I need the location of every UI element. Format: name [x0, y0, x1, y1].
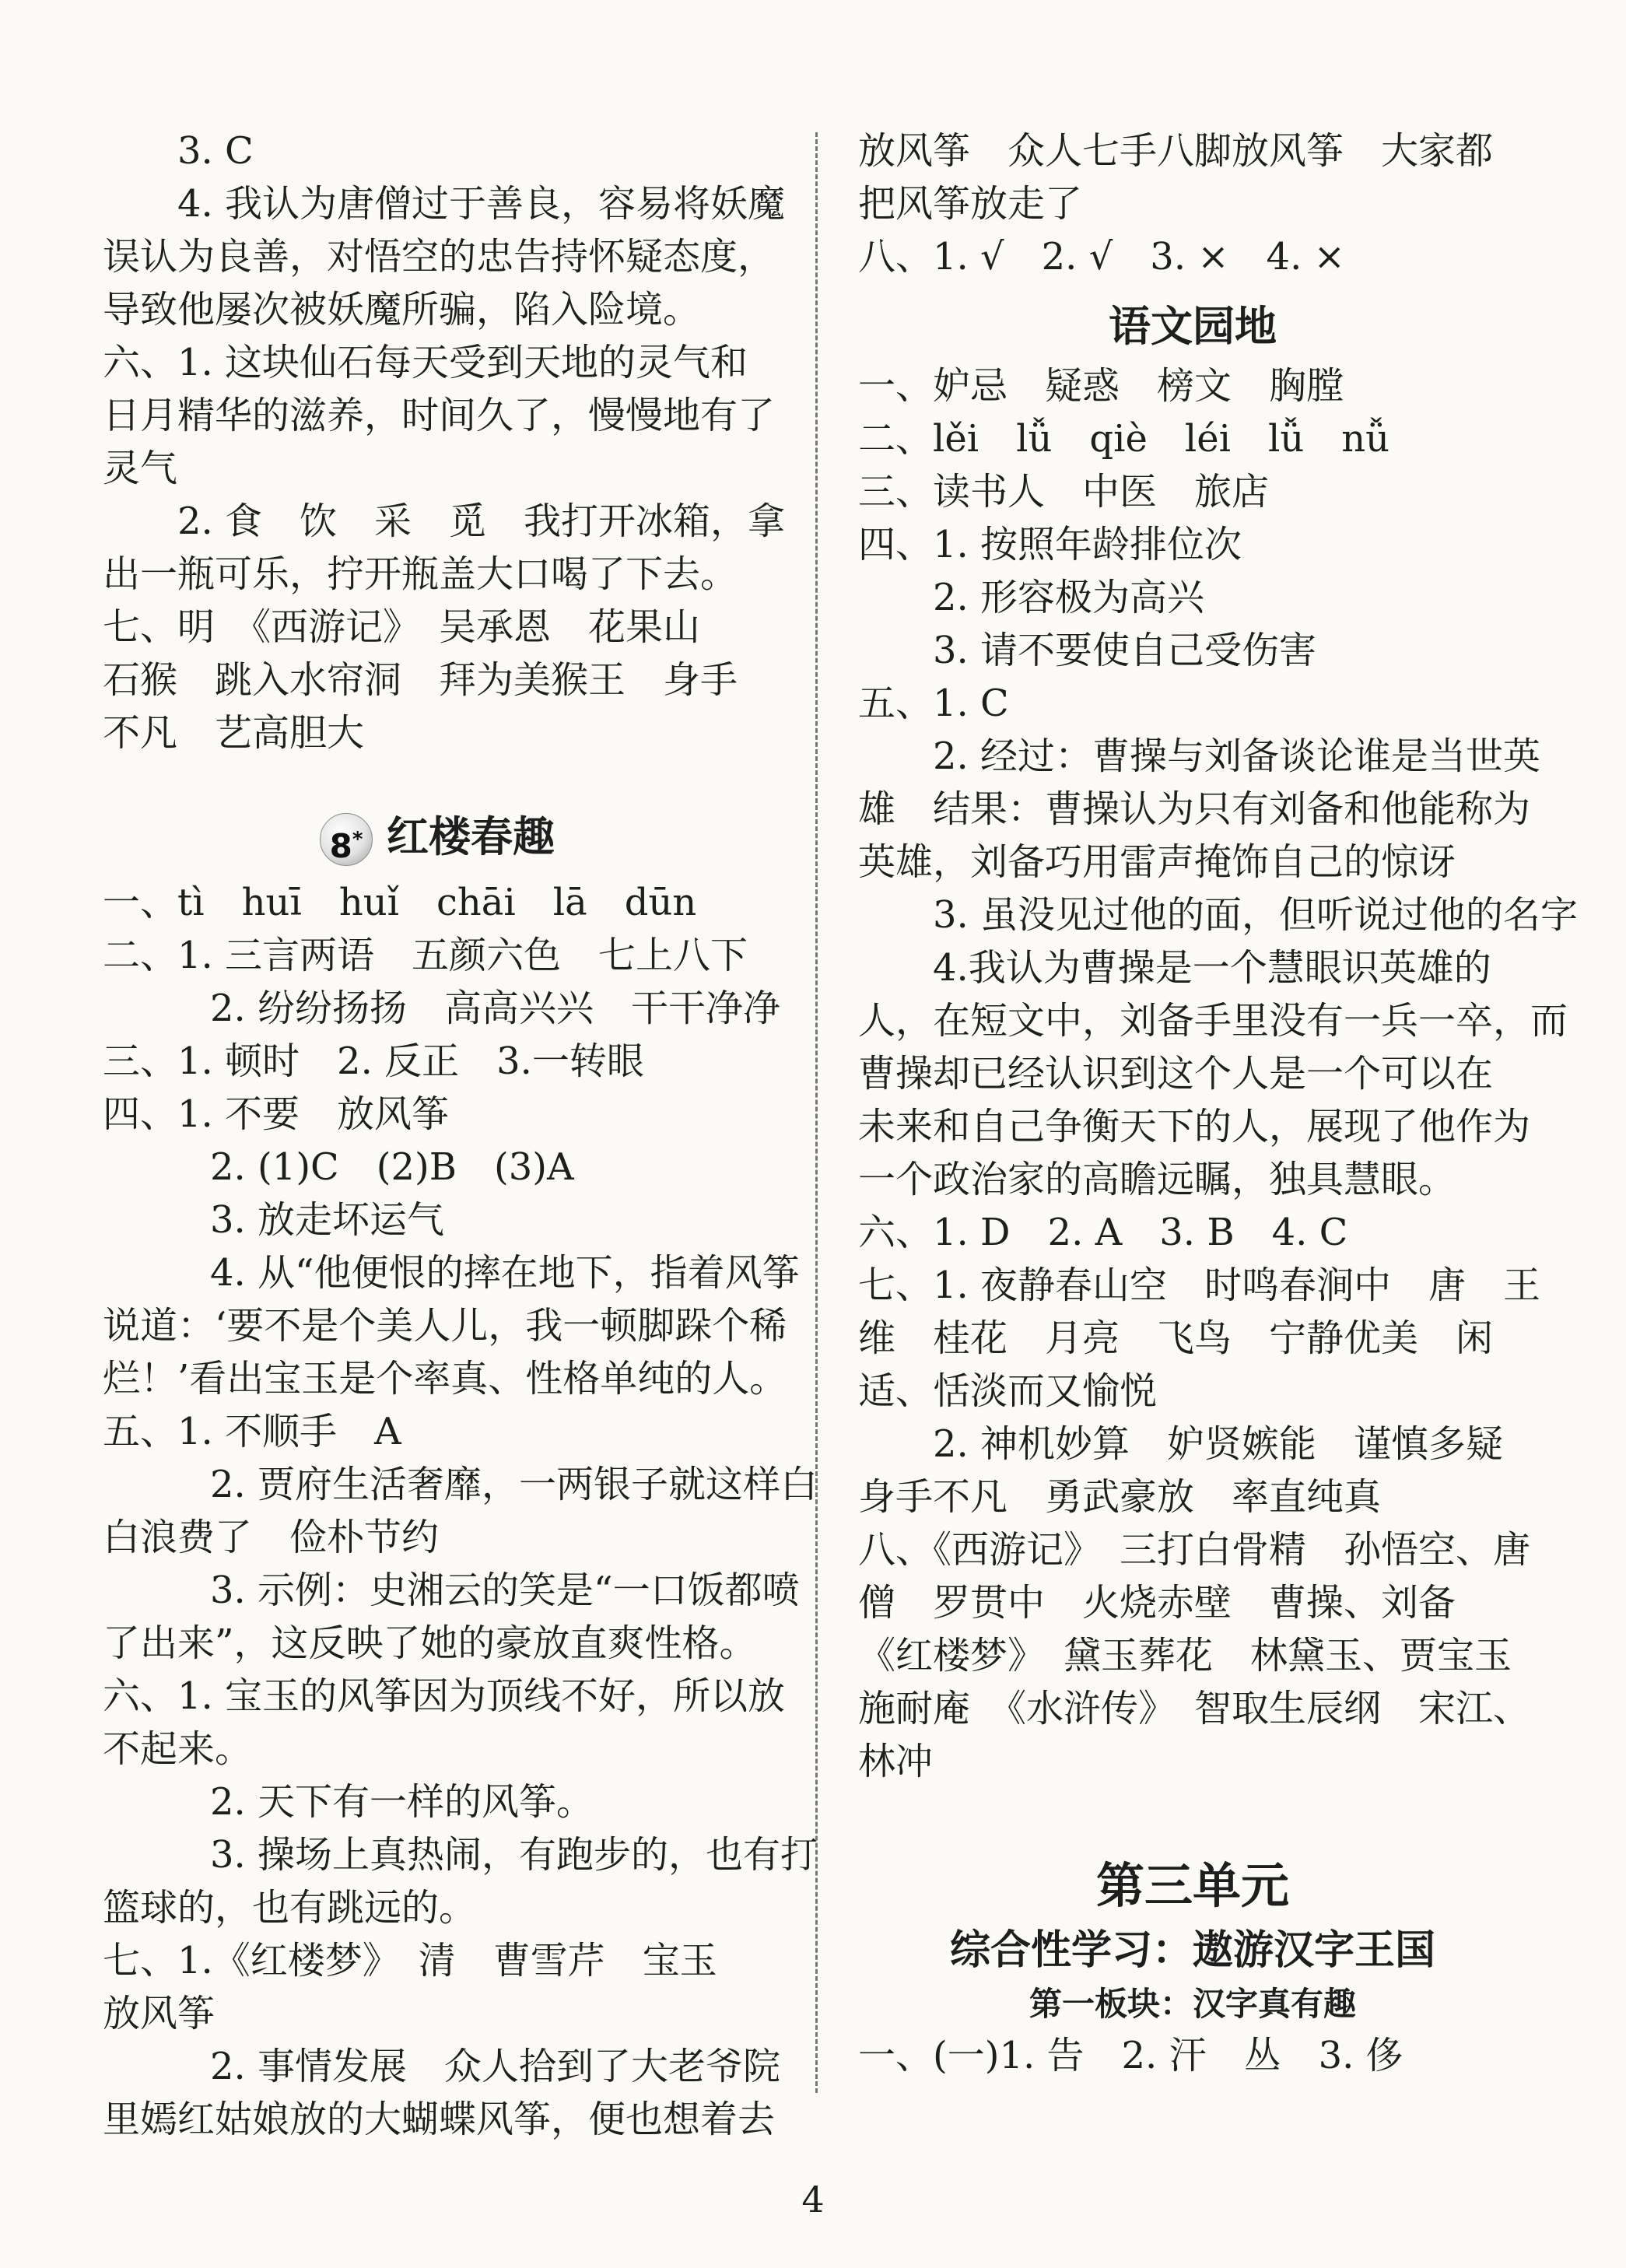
answer-line: 不起来。 [103, 1727, 253, 1771]
answer-line: 4.我认为曹操是一个慧眼识英雄的 [933, 946, 1491, 990]
answer-line: 2. (1)C (2)B (3)A [210, 1145, 574, 1189]
answer-line: 七、1.《红楼梦》 清 曹雪芹 宝玉 [103, 1939, 717, 1982]
lesson-number: 8 [329, 827, 352, 866]
answer-line: 2. 贾府生活奢靡，一两银子就这样白 [210, 1463, 818, 1506]
lesson-mark: * [352, 828, 363, 852]
answer-line: 白浪费了 俭朴节约 [103, 1516, 440, 1559]
answer-line: 适、恬淡而又愉悦 [858, 1369, 1158, 1413]
answer-line: 石猴 跳入水帘洞 拜为美猴王 身手 [103, 658, 738, 702]
answer-line: 身手不凡 勇武豪放 率直纯真 [858, 1475, 1382, 1519]
section-title: 语文园地 [1109, 302, 1277, 351]
answer-line: 林冲 [858, 1740, 934, 1783]
answer-line: 八、1. √ 2. √ 3. × 4. × [858, 235, 1345, 279]
answer-line: 把风筝放走了 [858, 182, 1083, 226]
answer-line: 里嫣红姑娘放的大蝴蝶风筝，便也想着去 [103, 2098, 776, 2141]
answer-line: 2. 天下有一样的风筝。 [210, 1780, 594, 1824]
right-column [858, 124, 1579, 2082]
answer-line: 了出来”，这反映了她的豪放直爽性格。 [103, 1621, 757, 1665]
lesson-heading [103, 798, 772, 876]
answer-line: 2. 形容极为高兴 [933, 576, 1205, 619]
topic-title: 综合性学习：遨游汉字王国 [949, 1927, 1435, 1974]
answer-line: 2. 纷纷扬扬 高高兴兴 干干净净 [210, 987, 781, 1030]
answer-line: 僧 罗贯中 火烧赤壁 曹操、刘备 [858, 1581, 1456, 1625]
answer-line: 4. 我认为唐僧过于善良，容易将妖魔 [177, 182, 786, 226]
answer-line: 三、读书人 中医 旅店 [858, 470, 1270, 514]
answer-line: 七、明 《西游记》 吴承恩 花果山 [103, 605, 701, 649]
answer-line: 一、tì huī huǐ chāi lā dūn [103, 881, 697, 924]
answer-line: 灵气 [103, 447, 178, 490]
answer-line: 五、1. C [858, 682, 1009, 725]
answer-line: 维 桂花 月亮 飞鸟 宁静优美 闲 [858, 1316, 1494, 1360]
answer-line: 说道：‘要不是个美人儿，我一顿脚跺个稀 [103, 1304, 787, 1348]
answer-line: 一、妒忌 疑惑 榜文 胸膛 [858, 364, 1344, 408]
answer-line: 六、1. 这块仙石每天受到天地的灵气和 [103, 341, 748, 384]
answer-line: 四、1. 按照年龄排位次 [858, 523, 1242, 566]
answer-line: 日月精华的滋养，时间久了，慢慢地有了 [103, 394, 776, 437]
answer-line: 七、1. 夜静春山空 时鸣春涧中 唐 王 [858, 1264, 1541, 1307]
answer-line: 4. 从“他便恨的摔在地下，指着风筝 [210, 1251, 800, 1295]
answer-line: 烂！’看出宝玉是个率真、性格单纯的人。 [103, 1357, 787, 1400]
answer-line: 导致他屡次被妖魔所骗，陷入险境。 [103, 288, 701, 331]
answer-line: 2. 事情发展 众人拾到了大老爷院 [210, 2045, 781, 2088]
lesson-title: 红楼春趣 [387, 812, 555, 861]
answer-line: 3. 请不要使自己受伤害 [933, 629, 1317, 672]
answer-line: 出一瓶可乐，拧开瓶盖大口喝了下去。 [103, 552, 738, 596]
answer-line: 《红楼梦》 黛玉葬花 林黛玉、贾宝玉 [858, 1634, 1512, 1677]
answer-line: 一个政治家的高瞻远瞩，独具慧眼。 [858, 1158, 1456, 1201]
answer-line: 六、1. D 2. A 3. B 4. C [858, 1211, 1348, 1254]
answer-line: 八、《西游记》 三打白骨精 孙悟空、唐 [858, 1528, 1531, 1572]
spacer [858, 283, 1527, 294]
answer-line: 五、1. 不顺手 A [103, 1410, 401, 1453]
answer-line: 3. 示例：史湘云的笑是“一口饭都喷 [210, 1569, 800, 1612]
answer-line: 施耐庵 《水浒传》 智取生辰纲 宋江、 [858, 1687, 1531, 1730]
answer-line: 六、1. 宝玉的风筝因为顶线不好，所以放 [103, 1674, 786, 1718]
answer-line: 2. 神机妙算 妒贤嫉能 谨慎多疑 [933, 1422, 1504, 1466]
answer-line: 放风筝 [103, 1992, 216, 2035]
spacer [103, 759, 772, 798]
answer-line: 篮球的，也有跳远的。 [103, 1886, 477, 1930]
answer-line: 曹操却已经认识到这个人是一个可以在 [858, 1052, 1494, 1095]
answer-line: 放风筝 众人七手八脚放风筝 大家都 [858, 129, 1494, 173]
left-column [103, 124, 818, 2146]
answer-line: 3. 虽没见过他的面，但听说过他的名字 [933, 893, 1579, 937]
answer-line: 三、1. 顿时 2. 反正 3.一转眼 [103, 1039, 644, 1083]
answer-line: 二、lěi lǚ qiè léi lǚ nǚ [858, 417, 1390, 461]
answer-line: 3. 放走坏运气 [210, 1198, 445, 1242]
answer-line: 3. C [177, 129, 254, 173]
lesson-number-badge [320, 813, 373, 866]
answer-line: 不凡 艺高胆大 [103, 711, 365, 755]
answer-line: 未来和自己争衡天下的人，展现了他作为 [858, 1105, 1531, 1148]
spacer [858, 1788, 1527, 1850]
answer-line: 英雄，刘备巧用雷声掩饰自己的惊讶 [858, 840, 1456, 884]
column-divider [815, 132, 818, 2093]
answer-line: 四、1. 不要 放风筝 [103, 1092, 450, 1136]
answer-line: 误认为良善，对悟空的忠告持怀疑态度， [103, 235, 776, 279]
unit-title: 第三单元 [1095, 1857, 1289, 1914]
block-title: 第一板块：汉字真有趣 [1029, 1985, 1356, 2023]
answer-line: 3. 操场上真热闹，有跑步的，也有打 [210, 1833, 818, 1877]
answer-line: 人，在短文中，刘备手里没有一兵一卒，而 [858, 999, 1568, 1043]
answer-line: 雄 结果：曹操认为只有刘备和他能称为 [858, 787, 1531, 831]
page-number: 4 [801, 2179, 825, 2221]
answer-line: 二、1. 三言两语 五颜六色 七上八下 [103, 934, 748, 977]
answer-line: 2. 经过：曹操与刘备谈论谁是当世英 [933, 734, 1541, 778]
answer-line: 2. 食 饮 采 觅 我打开冰箱，拿 [177, 500, 786, 543]
answer-line: 一、(一)1. 告 2. 汗 丛 3. 侈 [858, 2034, 1403, 2077]
